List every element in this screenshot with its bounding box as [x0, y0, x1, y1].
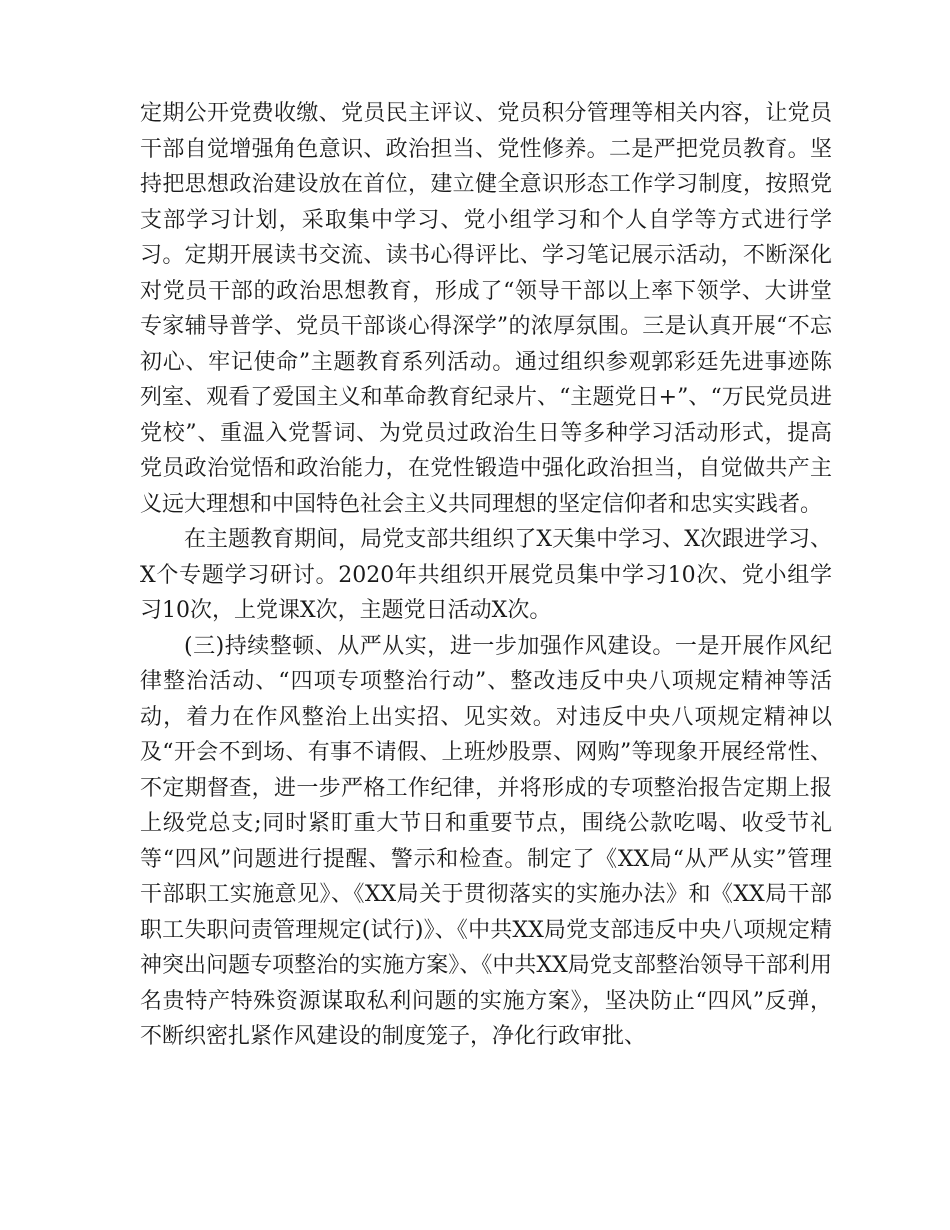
paragraph-2: 在主题教育期间，局党支部共组织了X天集中学习、X次跟进学习、X个专题学习研讨。2020年共组织开展党员集中学习10次、党小组学习10次，上党课X次，主题党日活动X次。 — [140, 527, 832, 623]
document-page — [140, 96, 832, 1055]
paragraph-3: (三)持续整顿、从严从实，进一步加强作风建设。一是开展作风纪律整治活动、“四项专项整治行动”、整改违反中央八项规定精神等活动，着力在作风整治上出实招、见实效。对违反中央八项规定精神以及“开会不到场、有事不请假、上班炒股票、网购”等现象开展经常性、不定期督查，进一步严格工作纪律，并将形成的专项整治报告定期上报上级党总支;同时紧盯重大节日和重要节点，围绕公款吃喝、收受节礼等“四风”问题进行提醒、警示和检查。制定了《XX局“从严从实”管理干部职工实施意见》、《XX局关于贯彻落实的实施办法》和《XX局干部职工失职问责管理规定(试行)》、《中共XX局党支部违反中央八项规定精神突出问题专项整治的实施方案》、《中共XX局党支部整治领导干部利用名贵特产特殊资源谋取私利问题的实施方案》，坚决防止“四风”反弹，不断织密扎紧作风建设的制度笼子，净化行政审批、 — [140, 633, 832, 1049]
paragraph-1: 定期公开党费收缴、党员民主评议、党员积分管理等相关内容，让党员干部自觉增强角色意识、政治担当、党性修养。二是严把党员教育。坚持把思想政治建设放在首位，建立健全意识形态工作学习制度，按照党支部学习计划，采取集中学习、党小组学习和个人自学等方式进行学习。定期开展读书交流、读书心得评比、学习笔记展示活动，不断深化对党员干部的政治思想教育，形成了“领导干部以上率下领学、大讲堂专家辅导普学、党员干部谈心得深学”的浓厚氛围。三是认真开展“不忘初心、牢记使命”主题教育系列活动。通过组织参观郭彩廷先进事迹陈列室、观看了爱国主义和革命教育纪录片、“主题党日+”、“万民党员进党校”、重温入党誓词、为党员过政治生日等多种学习活动形式，提高党员政治觉悟和政治能力，在党性锻造中强化政治担当，自觉做共产主义远大理想和中国特色社会主义共同理想的坚定信仰者和忠实实践者。 — [140, 101, 832, 517]
